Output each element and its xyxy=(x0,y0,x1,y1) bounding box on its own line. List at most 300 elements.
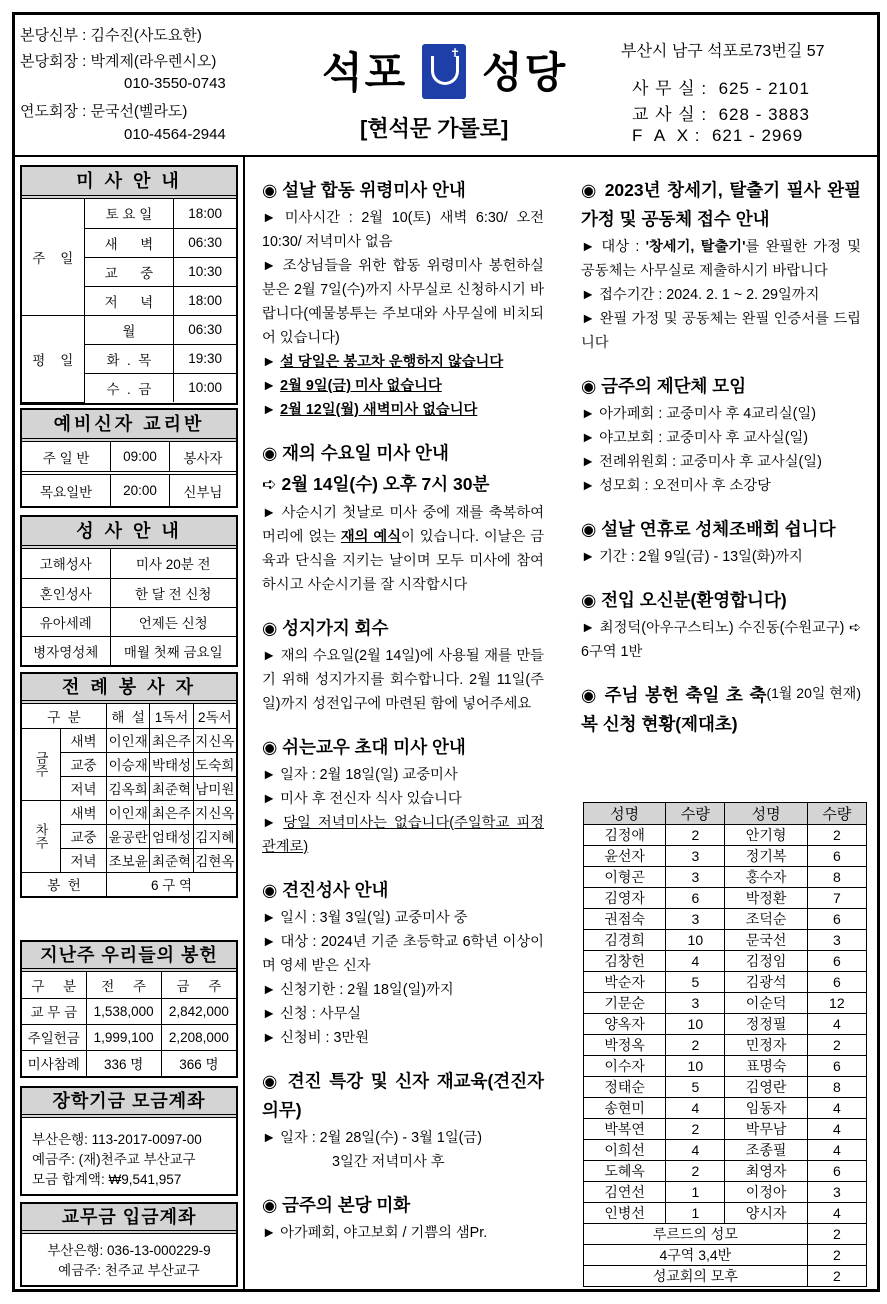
server-name: 엄태성 xyxy=(150,824,193,848)
offering-header: 금 주 xyxy=(161,972,236,998)
server-name: 최은주 xyxy=(150,800,193,824)
donation-row xyxy=(584,1161,867,1182)
notice-text: ► 아가페회, 야고보회 / 기쁨의 샘Pr. xyxy=(262,1225,488,1241)
server-name: 최준혁 xyxy=(150,776,193,800)
sacrament-name: 병자영성체 xyxy=(22,636,110,665)
notice-title: ◉ 주님 봉헌 축일 초 축복 신청 현황(제대초) xyxy=(581,685,767,734)
notice-section xyxy=(581,515,861,569)
donation-group-row xyxy=(584,1224,867,1245)
patron-saint: [현석문 가롤로] xyxy=(360,116,509,141)
mass-slot: 새벽 xyxy=(61,728,107,752)
mass-time: 06:30 xyxy=(174,315,236,344)
notice-text: ► 최정덕(아우구스티노) 수진동(수원교구) ➪ 6구역 1반 xyxy=(581,620,861,660)
total-amount: 모금 합계액: ₩9,541,957 xyxy=(32,1172,182,1187)
donor-name: 표명숙 xyxy=(725,1056,807,1077)
sunday-label: 주 일 xyxy=(22,199,84,315)
liturgy-title: 전 례 봉 사 자 xyxy=(22,674,236,704)
notice-text: ► 일자 : 2월 28일(수) - 3월 1일(금) xyxy=(262,1130,482,1146)
donor-name: 문국선 xyxy=(725,930,807,951)
candle-quantity: 8 xyxy=(807,867,866,888)
notice-item xyxy=(581,545,861,569)
candle-quantity: 12 xyxy=(807,993,866,1014)
donation-row xyxy=(584,1035,867,1056)
mass-schedule-table xyxy=(22,199,236,403)
candle-quantity: 3 xyxy=(666,909,725,930)
donor-name: 홍수자 xyxy=(725,867,807,888)
offering-table xyxy=(22,972,236,1076)
notice-text: ► 미사시간 : 2월 10(토) 새벽 6:30/ 오전 10:30/ 저녁미사 없음 xyxy=(262,210,544,250)
candle-quantity: 2 xyxy=(666,1035,725,1056)
sacrament-table xyxy=(22,549,236,665)
offering-duty-row xyxy=(22,872,236,896)
scholarship-title: 장학기금 모금계좌 xyxy=(22,1088,236,1118)
donation-row xyxy=(584,1098,867,1119)
donor-name: 김영란 xyxy=(725,1077,807,1098)
mass-schedule-title: 미 사 안 내 xyxy=(22,167,236,199)
donor-name: 김광석 xyxy=(725,972,807,993)
candle-donation-table xyxy=(583,802,867,1287)
donation-row xyxy=(584,1203,867,1224)
sacrament-info: 매월 첫째 금요일 xyxy=(110,636,236,665)
liturgy-header: 2독서 xyxy=(193,704,236,728)
offering-value: 2,842,000 xyxy=(161,998,236,1024)
notice-item xyxy=(262,930,544,978)
notice-item xyxy=(262,1126,544,1150)
candle-quantity: 3 xyxy=(666,846,725,867)
notice-text: 재의 예식 xyxy=(340,529,402,545)
notice-item xyxy=(262,254,544,350)
liturgy-table xyxy=(22,704,236,896)
donation-row xyxy=(584,993,867,1014)
candle-quantity: 6 xyxy=(807,909,866,930)
candle-quantity: 3 xyxy=(807,1182,866,1203)
donor-name: 이정아 xyxy=(725,1182,807,1203)
offering-value: 1,538,000 xyxy=(86,998,161,1024)
notice-title: ◉ 2023년 창세기, 탈출기 필사 완필 가정 및 공동체 접수 안내 xyxy=(581,180,861,229)
offering-header: 전 주 xyxy=(86,972,161,998)
mass-name: 저 녁 xyxy=(84,286,174,315)
candle-quantity: 6 xyxy=(807,846,866,867)
donor-name: 김정임 xyxy=(725,951,807,972)
week-label: 차주 xyxy=(22,800,61,872)
notice-text: 설 당일은 봉고차 운행하지 않습니다 xyxy=(280,354,504,370)
class-name: 목요일반 xyxy=(22,473,111,506)
donor-name: 이형곤 xyxy=(584,867,666,888)
donor-name: 김정애 xyxy=(584,825,666,846)
server-name: 이승재 xyxy=(107,752,150,776)
server-name: 조보윤 xyxy=(107,848,150,872)
donor-name: 김창헌 xyxy=(584,951,666,972)
year-president-phone: 010-4564-2944 xyxy=(124,126,226,143)
notice-title: ◉ 설날 연휴로 성체조배회 쉽니다 xyxy=(581,519,836,539)
donation-row xyxy=(584,1077,867,1098)
bank-account: 부산은행: 113-2017-0097-00 xyxy=(32,1132,202,1147)
donation-row xyxy=(584,846,867,867)
notice-item xyxy=(262,1002,544,1026)
offering-header: 구 분 xyxy=(22,972,86,998)
notice-text: ► 기간 : 2월 9일(금) - 13일(화)까지 xyxy=(581,549,803,565)
notice-text: ► xyxy=(262,378,281,394)
church-name xyxy=(322,40,568,100)
weekday-label: 평 일 xyxy=(22,315,84,402)
donation-row xyxy=(584,1182,867,1203)
donation-row xyxy=(584,909,867,930)
notice-item xyxy=(581,283,861,307)
notice-item xyxy=(581,450,861,474)
mass-time: 18:00 xyxy=(174,286,236,315)
candle-quantity: 6 xyxy=(807,1161,866,1182)
notice-item xyxy=(581,474,861,498)
notice-text: ► 일자 : 2월 18일(일) 교중미사 xyxy=(262,767,458,783)
catechumen-box xyxy=(20,408,238,508)
donor-name: 김영자 xyxy=(584,888,666,909)
candle-quantity: 10 xyxy=(666,1056,725,1077)
notice-section xyxy=(262,614,544,716)
notice-title: ◉ 금주의 제단체 모임 xyxy=(581,376,747,396)
bank-account: 부산은행: 036-13-000229-9 xyxy=(47,1243,211,1258)
server-name: 이인재 xyxy=(107,800,150,824)
offering-value: 366 명 xyxy=(161,1050,236,1076)
server-name: 김지혜 xyxy=(193,824,236,848)
middle-column xyxy=(262,176,544,1262)
server-name: 지신옥 xyxy=(193,728,236,752)
candle-quantity: 7 xyxy=(807,888,866,909)
donor-name: 민정자 xyxy=(725,1035,807,1056)
notice-text: ► 야고보회 : 교중미사 후 교사실(일) xyxy=(581,430,809,446)
notice-section xyxy=(262,439,544,597)
notice-text: ► 일시 : 3월 3일(일) 교중미사 중 xyxy=(262,910,468,926)
notice-text: 2월 9일(금) 미사 없습니다 xyxy=(280,378,442,394)
donation-row xyxy=(584,1119,867,1140)
liturgy-box xyxy=(20,672,238,898)
notice-title: ◉ 설날 합동 위령미사 안내 xyxy=(262,180,466,200)
server-name: 최은주 xyxy=(150,728,193,752)
notice-section xyxy=(581,372,861,498)
liturgy-row xyxy=(22,800,236,824)
offering-box xyxy=(20,940,238,1078)
column-divider xyxy=(243,157,245,1292)
donor-name: 조덕순 xyxy=(725,909,807,930)
parish-president: 본당회장 : 박계제(라우렌시오) xyxy=(20,53,217,70)
class-teacher: 봉사자 xyxy=(169,442,236,473)
server-name: 윤공란 xyxy=(107,824,150,848)
dues-title: 교무금 입금계좌 xyxy=(22,1204,236,1234)
donor-name: 송현미 xyxy=(584,1098,666,1119)
donation-header: 수량 xyxy=(666,803,725,825)
offering-header-row xyxy=(22,972,236,998)
sacrament-name: 고해성사 xyxy=(22,549,110,578)
mass-slot: 저녁 xyxy=(61,776,107,800)
notice-section xyxy=(581,586,861,664)
sacrament-info: 한 달 전 신청 xyxy=(110,578,236,607)
notice-text: ► 신청 : 사무실 xyxy=(262,1006,362,1022)
mass-time: 06:30 xyxy=(174,228,236,257)
candle-quantity: 2 xyxy=(666,1161,725,1182)
mass-time: 10:00 xyxy=(174,373,236,402)
offering-category: 미사참례 xyxy=(22,1050,86,1076)
donor-name: 인병선 xyxy=(584,1203,666,1224)
donor-name: 임동자 xyxy=(725,1098,807,1119)
account-holder: 예금주: (재)천주교 부산교구 xyxy=(32,1152,196,1167)
mass-name: 교 중 xyxy=(84,257,174,286)
notice-section xyxy=(262,1067,544,1174)
offering-duty-label: 봉 헌 xyxy=(22,872,107,896)
server-name: 지신옥 xyxy=(193,800,236,824)
donor-name: 정정필 xyxy=(725,1014,807,1035)
donation-row xyxy=(584,1056,867,1077)
office-phone: 사 무 실 : 625 - 2101 xyxy=(632,79,810,98)
notice-text: ► xyxy=(262,402,281,418)
offering-title: 지난주 우리들의 봉헌 xyxy=(22,942,236,972)
server-name: 최준혁 xyxy=(150,848,193,872)
account-holder: 예금주: 천주교 부산교구 xyxy=(58,1263,200,1278)
candle-quantity: 10 xyxy=(666,930,725,951)
notice-item xyxy=(262,644,544,716)
offering-category: 교 무 금 xyxy=(22,998,86,1024)
donation-group-row xyxy=(584,1245,867,1266)
mass-slot: 저녁 xyxy=(61,848,107,872)
donor-name: 박순자 xyxy=(584,972,666,993)
notice-item xyxy=(262,1026,544,1050)
catechumen-table xyxy=(22,442,236,506)
donor-name: 양옥자 xyxy=(584,1014,666,1035)
candle-quantity: 4 xyxy=(807,1119,866,1140)
notice-item xyxy=(262,763,544,787)
candle-quantity: 6 xyxy=(807,1056,866,1077)
donation-row xyxy=(584,951,867,972)
notice-title: ◉ 쉬는교우 초대 미사 안내 xyxy=(262,737,466,757)
candle-quantity: 4 xyxy=(807,1203,866,1224)
notice-title: ◉ 견진성사 안내 xyxy=(262,880,389,900)
candle-quantity: 4 xyxy=(666,1098,725,1119)
donor-name: 권점숙 xyxy=(584,909,666,930)
candle-quantity: 10 xyxy=(666,1014,725,1035)
candle-quantity: 5 xyxy=(666,1077,725,1098)
liturgy-header: 1독서 xyxy=(150,704,193,728)
notice-title: ◉ 성지가지 회수 xyxy=(262,618,389,638)
donation-row xyxy=(584,972,867,993)
class-time: 09:00 xyxy=(111,442,170,473)
notice-item xyxy=(262,501,544,597)
church-address: 부산시 남구 석포로73번길 57 xyxy=(621,43,825,60)
notice-item xyxy=(262,978,544,1002)
candle-quantity: 4 xyxy=(807,1014,866,1035)
notice-item xyxy=(262,1150,544,1174)
notice-text: ► 아가페회 : 교중미사 후 4교리실(일) xyxy=(581,406,816,422)
notice-text: ► 성모회 : 오전미사 후 소강당 xyxy=(581,478,771,494)
notice-text: 이 있습니다. 이날은 금육과 단식을 지키는 날이며 모두 미사에 참여 하시고 사순시기를 잘 시작합시다 xyxy=(262,529,545,593)
mass-name: 화 . 목 xyxy=(84,344,174,373)
donor-name: 이희선 xyxy=(584,1140,666,1161)
donation-header: 수량 xyxy=(807,803,866,825)
notice-section xyxy=(262,733,544,859)
candle-quantity: 2 xyxy=(666,1119,725,1140)
notice-text: ► 미사 후 전신자 식사 있습니다 xyxy=(262,791,462,807)
donor-name: 정기복 xyxy=(725,846,807,867)
liturgy-header-row xyxy=(22,704,236,728)
candle-quantity: 4 xyxy=(666,1140,725,1161)
pastor: 본당신부 : 김수진(사도요한) xyxy=(20,27,202,44)
sacrament-info: 미사 20분 전 xyxy=(110,549,236,578)
candle-quantity: 2 xyxy=(666,825,725,846)
notice-item xyxy=(262,469,544,501)
donor-name: 윤선자 xyxy=(584,846,666,867)
catechumen-title: 예비신자 교리반 xyxy=(22,410,236,442)
donation-row xyxy=(584,867,867,888)
notice-text: ► 접수기간 : 2024. 2. 1 ~ 2. 29일까지 xyxy=(581,287,820,303)
notice-text: ► 신청비 : 3만원 xyxy=(262,1030,370,1046)
notice-section xyxy=(262,876,544,1050)
candle-quantity: 1 xyxy=(666,1182,725,1203)
offering-value: 2,208,000 xyxy=(161,1024,236,1050)
notice-item xyxy=(262,811,544,859)
donor-name: 최영자 xyxy=(725,1161,807,1182)
donor-name: 김경희 xyxy=(584,930,666,951)
sacrament-title: 성 사 안 내 xyxy=(22,517,236,549)
donation-row xyxy=(584,1014,867,1035)
donation-group-row xyxy=(584,1266,867,1287)
fax-number: F A X : 621 - 2969 xyxy=(632,126,804,145)
mass-name: 수 . 금 xyxy=(84,373,174,402)
dues-account xyxy=(22,1234,236,1288)
notice-text: ► 조상님들을 위한 합동 위령미사 봉헌하실 분은 2월 7일(수)까지 사무실로 신청하시기 바랍니다(예물봉투는 주보대와 사무실에 비치되어 있습니다) xyxy=(262,258,544,346)
notice-text: ► 대상 : 2024년 기준 초등학교 6학년 이상이며 영세 받은 신자 xyxy=(262,934,544,974)
server-name: 남미원 xyxy=(193,776,236,800)
mass-name: 월 xyxy=(84,315,174,344)
candle-quantity: 6 xyxy=(666,888,725,909)
donor-name: 안기형 xyxy=(725,825,807,846)
donor-name: 박복연 xyxy=(584,1119,666,1140)
notice-text: 당일 저녁미사는 없습니다(주일학교 피정 관계로) xyxy=(262,815,544,855)
notice-title: ◉ 견진 특강 및 신자 재교육(견진자 의무) xyxy=(262,1071,544,1120)
notice-item xyxy=(262,350,544,374)
candle-quantity: 3 xyxy=(807,930,866,951)
donor-name: 이수자 xyxy=(584,1056,666,1077)
candle-quantity: 4 xyxy=(807,1140,866,1161)
class-teacher: 신부님 xyxy=(169,473,236,506)
notice-text: ► xyxy=(262,815,284,831)
notice-item xyxy=(262,206,544,254)
notice-text: ► 신청기한 : 2월 18일(일)까지 xyxy=(262,982,454,998)
notice-text: 2월 12일(월) 새벽미사 없습니다 xyxy=(280,402,478,418)
group-name: 루르드의 성모 xyxy=(584,1224,808,1245)
offering-row xyxy=(22,1024,236,1050)
donor-name: 도혜옥 xyxy=(584,1161,666,1182)
notice-date-note: (1월 20일 현재) xyxy=(766,685,861,701)
notice-item xyxy=(581,426,861,450)
donor-name: 기문순 xyxy=(584,993,666,1014)
notice-section xyxy=(581,176,861,355)
notice-title: ◉ 금주의 본당 미화 xyxy=(262,1195,411,1215)
notice-text: ► 재의 수요일(2월 14일)에 사용될 재를 만들기 위해 성지가지를 회수합니다. 2월 11일(주일)까지 성전입구에 마련된 함에 넣어주세요 xyxy=(262,648,544,712)
mass-schedule-box xyxy=(20,165,238,405)
mass-time: 10:30 xyxy=(174,257,236,286)
week-label: 금주 xyxy=(22,728,61,800)
notice-text: '창세기, 탈출기' xyxy=(645,239,746,255)
notice-item xyxy=(262,906,544,930)
notice-title: ◉ 전입 오신분(환영합니다) xyxy=(581,590,787,610)
candle-quantity: 2 xyxy=(807,1035,866,1056)
mass-name: 새 벽 xyxy=(84,228,174,257)
donation-row xyxy=(584,1140,867,1161)
server-name: 김현옥 xyxy=(193,848,236,872)
candle-quantity: 3 xyxy=(666,867,725,888)
server-name: 박태성 xyxy=(150,752,193,776)
notice-text: 3일간 저녁미사 후 xyxy=(332,1154,445,1170)
mass-name: 토 요 일 xyxy=(84,199,174,228)
notice-section xyxy=(262,176,544,422)
right-column xyxy=(581,176,861,756)
donation-header: 성명 xyxy=(584,803,666,825)
mass-slot: 교중 xyxy=(61,824,107,848)
parish-president-phone: 010-3550-0743 xyxy=(124,75,226,92)
notice-text: ➪ 2월 14일(수) 오후 7시 30분 xyxy=(262,474,490,494)
donor-name: 박정환 xyxy=(725,888,807,909)
offering-value: 1,999,100 xyxy=(86,1024,161,1050)
notice-item xyxy=(262,787,544,811)
candle-quantity: 8 xyxy=(807,1077,866,1098)
offering-row xyxy=(22,1050,236,1076)
notice-item xyxy=(262,1221,544,1245)
candle-quantity: 4 xyxy=(807,1098,866,1119)
teacher-room-phone: 교 사 실 : 628 - 3883 xyxy=(632,105,810,124)
notice-text: ► xyxy=(262,354,281,370)
sacrament-box xyxy=(20,515,238,667)
candle-quantity: 5 xyxy=(666,972,725,993)
donor-name: 박무남 xyxy=(725,1119,807,1140)
church-name-left: 석포 xyxy=(322,49,408,96)
candle-quantity: 2 xyxy=(807,1266,866,1287)
server-name: 이인재 xyxy=(107,728,150,752)
scholarship-account xyxy=(22,1118,236,1202)
server-name: 김옥희 xyxy=(107,776,150,800)
donor-name: 김연선 xyxy=(584,1182,666,1203)
year-president: 연도회장 : 문국선(벨라도) xyxy=(20,103,188,120)
notice-item xyxy=(581,402,861,426)
donation-header-row xyxy=(584,803,867,825)
liturgy-row xyxy=(22,728,236,752)
notice-section xyxy=(262,1191,544,1245)
notice-text: ► 전례위원회 : 교중미사 후 교사실(일) xyxy=(581,454,822,470)
notice-item xyxy=(262,374,544,398)
group-name: 성교회의 모후 xyxy=(584,1266,808,1287)
donation-row xyxy=(584,825,867,846)
candle-quantity: 2 xyxy=(807,1245,866,1266)
church-logo-icon: ✝ xyxy=(422,44,466,99)
donation-row xyxy=(584,888,867,909)
notice-text: 를 완필한 가정 및 공동체는 사무실로 제출하시기 바랍니다 xyxy=(581,239,862,279)
church-name-right: 성당 xyxy=(482,49,568,96)
notice-text: ► 사순시기 첫날로 미사 중에 재를 축복하여 머리에 얹는 xyxy=(262,505,544,545)
server-name: 도숙희 xyxy=(193,752,236,776)
candle-quantity: 2 xyxy=(807,825,866,846)
class-time: 20:00 xyxy=(111,473,170,506)
liturgy-header: 해 설 xyxy=(107,704,150,728)
donation-header: 성명 xyxy=(725,803,807,825)
notice-item xyxy=(262,398,544,422)
offering-row xyxy=(22,998,236,1024)
donation-row xyxy=(584,930,867,951)
notice-item xyxy=(581,235,861,283)
sacrament-name: 유아세례 xyxy=(22,607,110,636)
donor-name: 박정옥 xyxy=(584,1035,666,1056)
dues-box xyxy=(20,1202,238,1287)
notice-text: ► 대상 : xyxy=(581,239,646,255)
offering-value: 336 명 xyxy=(86,1050,161,1076)
mass-slot: 교중 xyxy=(61,752,107,776)
offering-duty-value: 6 구 역 xyxy=(107,872,237,896)
liturgy-header: 구 분 xyxy=(22,704,107,728)
